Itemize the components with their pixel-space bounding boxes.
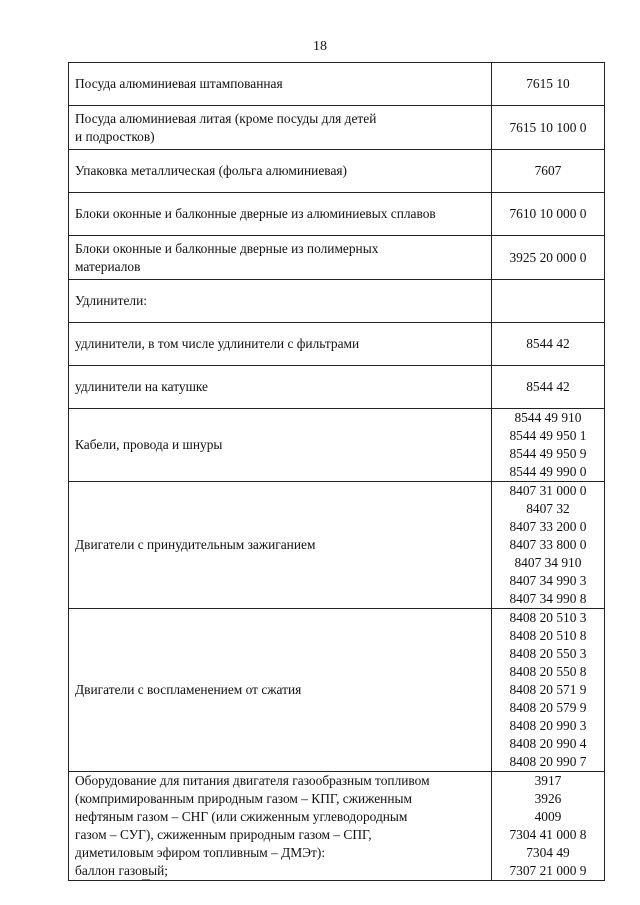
table-row (69, 236, 605, 280)
goods-table-body (69, 63, 605, 881)
item-name-line: Посуда алюминиевая штампованная (75, 76, 283, 91)
item-name-line: удлинители, в том числе удлинители с фильтрами (75, 336, 360, 351)
item-name-cell (69, 323, 492, 366)
table-row (69, 280, 605, 323)
item-name-cell (69, 150, 492, 193)
tnved-code-cell (491, 609, 604, 772)
tnved-code: 8408 20 510 8 (509, 628, 587, 643)
item-name-cell (69, 609, 492, 772)
tnved-code: 8544 42 (526, 336, 570, 351)
tnved-code-cell (491, 323, 604, 366)
tnved-code: 3917 (534, 773, 562, 788)
tnved-code: 3925 20 000 0 (509, 249, 587, 265)
tnved-code: 8407 31 000 0 (509, 483, 587, 498)
table-row (69, 482, 605, 609)
item-name-line: Удлинители: (75, 293, 147, 308)
tnved-code: 8544 42 (526, 379, 570, 394)
tnved-code: 8544 49 950 1 (509, 428, 587, 443)
table-row (69, 150, 605, 193)
item-name-line: Упаковка металлическая (фольга алюминиевая) (75, 163, 348, 178)
item-name-cell (69, 63, 492, 106)
item-name-line: и подростков) (75, 128, 155, 144)
tnved-code: 8408 20 571 9 (509, 682, 587, 697)
tnved-code-cell (491, 106, 604, 150)
tnved-code-cell (491, 63, 604, 106)
item-name-cell (69, 772, 492, 881)
tnved-code-cell (491, 482, 604, 609)
tnved-code: 8407 34 910 (514, 555, 582, 570)
tnved-code: 7307 21 000 9 (509, 863, 587, 878)
page-number: 18 (313, 39, 327, 54)
tnved-code-cell (491, 280, 604, 323)
tnved-code: 4009 (534, 809, 562, 824)
item-name-line: баллон газовый; (75, 863, 168, 878)
tnved-code: 8407 34 990 3 (509, 573, 587, 588)
tnved-code: 8407 33 200 0 (509, 519, 587, 534)
table-row (69, 366, 605, 409)
table-row (69, 409, 605, 482)
tnved-code-cell (491, 193, 604, 236)
tnved-code-cell (491, 150, 604, 193)
item-name-cell (69, 482, 492, 609)
tnved-code: 8408 20 550 8 (509, 664, 587, 679)
tnved-code: 8408 20 990 3 (509, 718, 587, 733)
item-name-line: Двигатели с принудительным зажиганием (75, 537, 316, 552)
item-name-line: Посуда алюминиевая литая (кроме посуды для детей (75, 110, 377, 126)
table-row (69, 63, 605, 106)
goods-table (68, 62, 605, 881)
tnved-code: 7615 10 100 0 (509, 119, 587, 135)
item-name-line: Блоки оконные и балконные дверные из алюминиевых сплавов (75, 206, 436, 221)
item-name-line: Оборудование для питания двигателя газообразным топливом (75, 773, 430, 788)
table-row (69, 323, 605, 366)
item-name-line: материалов (75, 258, 141, 274)
tnved-code: 8408 20 990 7 (509, 754, 587, 769)
scan-artifact (142, 879, 150, 880)
tnved-code: 7304 49 (526, 845, 570, 860)
tnved-code: 7610 10 000 0 (509, 206, 587, 221)
item-name-cell (69, 193, 492, 236)
tnved-code: 8407 33 800 0 (509, 537, 587, 552)
tnved-code-cell (491, 409, 604, 482)
tnved-code: 7607 (534, 163, 562, 178)
tnved-code: 8544 49 910 (514, 410, 582, 425)
item-name-line: Блоки оконные и балконные дверные из полимерных (75, 240, 379, 256)
item-name-line: нефтяным газом – СНГ (или сжиженным углеводородным (75, 809, 408, 824)
tnved-code: 8408 20 990 4 (509, 736, 587, 751)
tnved-code: 8407 32 (526, 501, 570, 516)
tnved-code: 8408 20 550 3 (509, 646, 587, 661)
item-name-cell (69, 409, 492, 482)
tnved-code-cell (491, 366, 604, 409)
item-name-line: диметиловым эфиром топливным – ДМЭт): (75, 845, 326, 860)
table-row (69, 106, 605, 150)
item-name-cell (69, 106, 492, 150)
table-row (69, 609, 605, 772)
tnved-code: 8544 49 950 9 (509, 446, 587, 461)
tnved-code: 3926 (534, 791, 562, 806)
tnved-code-cell (491, 772, 604, 881)
item-name-line: Кабели, провода и шнуры (75, 437, 223, 452)
item-name-line: (компримированным природным газом – КПГ, сжиженным (75, 791, 412, 806)
tnved-code: 8407 34 990 8 (509, 591, 587, 606)
item-name-line: Двигатели с воспламенением от сжатия (75, 682, 302, 697)
tnved-code: 8408 20 579 9 (509, 700, 587, 715)
tnved-code: 8544 49 990 0 (509, 464, 587, 479)
tnved-code-cell (491, 236, 604, 280)
table-row (69, 193, 605, 236)
table-row (69, 772, 605, 881)
item-name-line: удлинители на катушке (75, 379, 208, 394)
item-name-cell (69, 236, 492, 280)
item-name-line: газом – СУГ), сжиженным природным газом – СПГ, (75, 827, 372, 842)
item-name-cell (69, 280, 492, 323)
tnved-code: 7615 10 (526, 76, 570, 91)
item-name-cell (69, 366, 492, 409)
tnved-code: 8408 20 510 3 (509, 610, 587, 625)
tnved-code: 7304 41 000 8 (509, 827, 587, 842)
